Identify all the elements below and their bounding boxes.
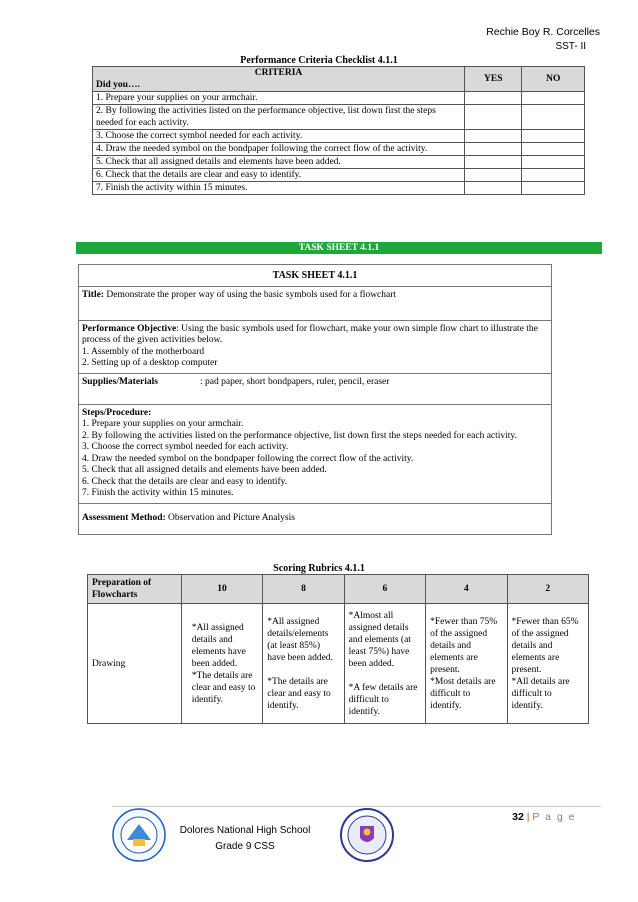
step-item: 7. Finish the activity within 15 minutes. <box>82 488 234 498</box>
rubric-cell: *All assigned details and elements have been added. *The details are clear and easy to identify. <box>181 604 262 724</box>
table-row <box>88 604 589 724</box>
no-cell[interactable] <box>522 105 585 130</box>
school-name: Dolores National High School <box>179 825 311 836</box>
criteria-header-cell <box>93 67 465 92</box>
school-grade: Grade 9 CSS <box>215 841 275 852</box>
rubric-header: 10 <box>181 575 262 604</box>
yes-header: YES <box>465 67 522 92</box>
rubric-header: 6 <box>344 575 425 604</box>
performance-criteria-title: Performance Criteria Checklist 4.1.1 <box>240 55 398 66</box>
yes-cell[interactable] <box>465 130 522 143</box>
yes-cell[interactable] <box>465 92 522 105</box>
rubric-cell: *Fewer than 75% of the assigned details and elements are present. *Most details are difficult to identify. <box>426 604 507 724</box>
supplies-cell <box>79 373 552 404</box>
rubric-header: Preparation of Flowcharts <box>88 575 182 604</box>
page-separator: | <box>526 811 530 823</box>
rubric-header: 2 <box>507 575 588 604</box>
did-you-label: Did you…. <box>96 80 140 90</box>
rubric-row-label: Drawing <box>88 604 182 724</box>
yes-cell[interactable] <box>465 182 522 195</box>
assessment-text: Observation and Picture Analysis <box>165 512 295 523</box>
rubrics-title: Scoring Rubrics 4.1.1 <box>273 563 365 574</box>
no-cell[interactable] <box>522 92 585 105</box>
criteria-item: 2. By following the activities listed on the performance objective, list down first the steps needed for each activity. <box>93 105 465 130</box>
criteria-label: CRITERIA <box>254 68 303 78</box>
steps-label: Steps/Procedure: <box>82 407 152 418</box>
no-cell[interactable] <box>522 156 585 169</box>
steps-cell <box>79 404 552 503</box>
header-subject: SST- II <box>555 41 586 52</box>
table-row <box>93 143 585 156</box>
rubrics-header-row <box>88 575 589 604</box>
supplies-label: Supplies/Materials <box>82 376 159 387</box>
title-text: Demonstrate the proper way of using the basic symbols used for a flowchart <box>104 289 397 300</box>
no-cell[interactable] <box>522 143 585 156</box>
no-cell[interactable] <box>522 169 585 182</box>
footer-school <box>175 823 315 855</box>
step-item: 3. Choose the correct symbol needed for each activity. <box>82 442 289 452</box>
assessment-cell <box>79 503 552 534</box>
objective-item: 2. Setting up of a desktop computer <box>82 358 218 368</box>
header-author: Rechie Boy R. Corcelles <box>486 26 600 38</box>
objective-cell <box>79 320 552 373</box>
school-seal-logo <box>112 808 166 862</box>
step-item: 4. Draw the needed symbol on the bondpaper following the correct flow of the activity. <box>82 453 414 464</box>
yes-cell[interactable] <box>465 143 522 156</box>
title-label: Title: <box>82 289 104 300</box>
table-row <box>93 182 585 195</box>
no-cell[interactable] <box>522 182 585 195</box>
rubric-header: 8 <box>263 575 344 604</box>
task-sheet-table <box>78 264 552 535</box>
yes-cell[interactable] <box>465 156 522 169</box>
footer-divider <box>112 806 601 807</box>
criteria-item: 3. Choose the correct symbol needed for each activity. <box>93 130 465 143</box>
rubric-cell: *Almost all assigned details and elements (at least 75%) have been added. *A few details are difficult to identify. <box>344 604 425 724</box>
task-sheet-title: TASK SHEET 4.1.1 <box>79 265 552 287</box>
task-sheet-band: TASK SHEET 4.1.1 <box>76 242 602 254</box>
yes-cell[interactable] <box>465 105 522 130</box>
assessment-label: Assessment Method: <box>82 512 166 523</box>
criteria-item: 5. Check that all assigned details and elements have been added. <box>93 156 465 169</box>
no-cell[interactable] <box>522 130 585 143</box>
table-row <box>93 156 585 169</box>
step-item: 6. Check that the details are clear and easy to identify. <box>82 476 288 487</box>
step-item: 1. Prepare your supplies on your armchair. <box>82 419 244 429</box>
objective-text: : Using the basic symbols used for flowchart, make your own simple flow chart to illustrate the process of the given activities below. <box>82 323 538 345</box>
yes-cell[interactable] <box>465 169 522 182</box>
supplies-text: : pad paper, short bondpapers, ruler, pencil, eraser <box>200 376 390 387</box>
rubric-cell: *All assigned details/elements (at least 85%) have been added. *The details are clear and easy to identify. <box>263 604 344 724</box>
table-row <box>93 130 585 143</box>
task-title-cell <box>79 286 552 320</box>
criteria-item: 7. Finish the activity within 15 minutes. <box>93 182 465 195</box>
criteria-item: 6. Check that the details are clear and easy to identify. <box>93 169 465 182</box>
step-item: 5. Check that all assigned details and elements have been added. <box>82 465 327 475</box>
page-number <box>512 811 576 823</box>
performance-criteria-table <box>92 66 585 195</box>
page-word: P a g e <box>532 811 576 823</box>
table-row <box>93 105 585 130</box>
objective-label: Performance Objective <box>82 323 177 334</box>
rubric-cell: *Fewer than 65% of the assigned details and elements are present. *All details are difficult to identify. <box>507 604 588 724</box>
table-row <box>93 169 585 182</box>
objective-item: 1. Assembly of the motherboard <box>82 346 205 357</box>
criteria-item: 1. Prepare your supplies on your armchair. <box>93 92 465 105</box>
rubric-header: 4 <box>426 575 507 604</box>
table-row <box>93 92 585 105</box>
no-header: NO <box>522 67 585 92</box>
criteria-item: 4. Draw the needed symbol on the bondpaper following the correct flow of the activity. <box>93 143 465 156</box>
deped-seal-logo <box>340 808 394 862</box>
rubrics-table <box>87 574 589 724</box>
page-number-value: 32 <box>512 811 524 823</box>
step-item: 2. By following the activities listed on the performance objective, list down first the steps needed for each activity. <box>82 430 517 441</box>
